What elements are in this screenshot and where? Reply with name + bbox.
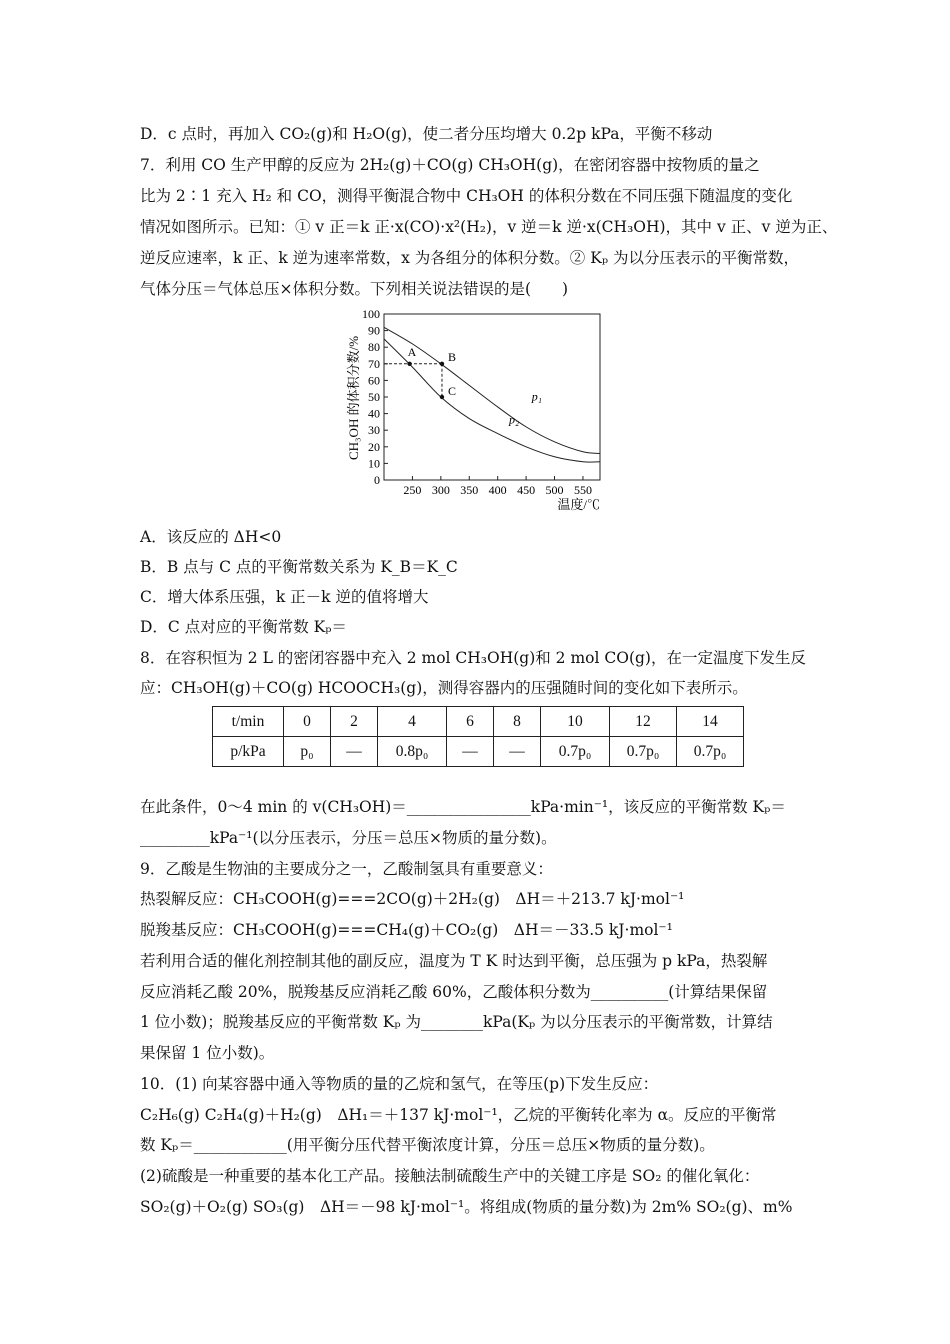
q8-line: 应：CH₃OH(g)＋CO(g) HCOOCH₃(g)，测得容器内的压强随时间的变化如下表所示。 (140, 679, 748, 697)
q9-line: 若利用合适的催化剂控制其他的副反应，温度为 T K 时达到平衡，总压强为 p kPa，热裂解 (140, 952, 768, 970)
q9-line: 脱羧基反应：CH₃COOH(g)===CH₄(g)＋CO₂(g) ΔH＝－33.5 kJ·mol⁻¹ (140, 921, 673, 939)
table-row (213, 737, 744, 767)
series-line-1 (384, 327, 600, 453)
point-label: A (407, 344, 417, 359)
q9-line: 1 位小数)；脱羧基反应的平衡常数 Kₚ 为________kPa(Kₚ 为以分压表示的平衡常数，计算结 (140, 1013, 773, 1031)
table-row (213, 707, 744, 737)
q8-line: 8．在容积恒为 2 L 的密闭容器中充入 2 mol CH₃OH(g)和 2 mol CO(g)，在一定温度下发生反 (140, 649, 806, 667)
x-tick-label: 250 (403, 483, 422, 497)
y-tick-label: 70 (368, 356, 380, 371)
q9-line: 9．乙酸是生物油的主要成分之一，乙酸制氢具有重要意义： (140, 860, 553, 878)
y-tick-label: 40 (368, 406, 380, 421)
q7-option-c: C．增大体系压强，k 正－k 逆的值将增大 (140, 588, 429, 606)
q10-line: C₂H₆(g) C₂H₄(g)＋H₂(g) ΔH₁＝＋137 kJ·mol⁻¹，乙烷的平衡转化率为 α。反应的平衡常 (140, 1106, 777, 1124)
pressure-time-table (212, 706, 744, 767)
y-tick-label: 20 (368, 439, 380, 454)
q9-line: 反应消耗乙酸 20%，脱羧基反应消耗乙酸 60%，乙酸体积分数为__________(计算结果保留 (140, 983, 768, 1001)
q7-line: 7．利用 CO 生产甲醇的反应为 2H₂(g)＋CO(g) CH₃OH(g)，在密闭容器中按物质的量之 (140, 156, 760, 174)
y-axis-label: CH₃OH 的体积分数/% (346, 335, 361, 461)
series-label: p₁ (531, 389, 542, 404)
q7-line: 逆反应速率，k 正、k 逆为速率常数，x 为各组分的体积分数。② Kₚ 为以分压表示的平衡常数， (140, 249, 799, 267)
table-cell: 0.7p₀ (677, 737, 744, 767)
plot-frame (384, 314, 600, 480)
x-tick-label: 450 (517, 483, 536, 497)
x-axis-label: 温度/℃ (557, 497, 600, 512)
table-cell: 0.7p₀ (610, 737, 677, 767)
table-cell: p/kPa (213, 737, 284, 767)
q7-line: 气体分压＝气体总压×体积分数。下列相关说法错误的是( ) (140, 280, 569, 298)
table-cell: 12 (610, 707, 677, 737)
q9-line: 果保留 1 位小数)。 (140, 1044, 275, 1062)
table-cell: — (494, 737, 541, 767)
table-cell: 0.7p₀ (541, 737, 610, 767)
q7-option-a: A．该反应的 ΔH<0 (140, 528, 282, 546)
q9-line: 热裂解反应：CH₃COOH(g)===2CO(g)＋2H₂(g) ΔH＝＋213.7 kJ·mol⁻¹ (140, 890, 685, 908)
table-cell: 10 (541, 707, 610, 737)
q8-line: 在此条件，0～4 min 的 v(CH₃OH)＝________________kPa·min⁻¹，该反应的平衡常数 Kₚ＝ (140, 798, 786, 816)
y-tick-label: 80 (368, 340, 380, 355)
point-C (440, 395, 444, 399)
y-tick-label: 0 (374, 473, 380, 487)
q7-line: 情况如图所示。已知：① v 正＝k 正·x(CO)·x²(H₂)，v 逆＝k 逆·x(CH₃OH)，其中 v 正、v 逆为正、 (140, 218, 838, 236)
y-tick-label: 30 (368, 423, 380, 438)
y-tick-label: 10 (368, 456, 380, 471)
table-cell: 4 (378, 707, 447, 737)
methanol-volume-fraction-chart (338, 310, 618, 516)
point-label: C (447, 384, 456, 398)
q6-option-d: D．c 点时，再加入 CO₂(g)和 H₂O(g)，使二者分压均增大 0.2p kPa，平衡不移动 (140, 125, 713, 143)
series-line-2 (384, 339, 600, 462)
q7-option-b: B．B 点与 C 点的平衡常数关系为 K_B＝K_C (140, 558, 458, 576)
table-cell: — (447, 737, 494, 767)
table-cell: t/min (213, 707, 284, 737)
q10-line: 数 Kₚ＝____________(用平衡分压代替平衡浓度计算，分压＝总压×物质的量分数)。 (140, 1136, 715, 1154)
x-tick-label: 500 (545, 483, 564, 497)
point-B (440, 362, 444, 366)
table-cell: p₀ (284, 737, 331, 767)
point-label: B (447, 349, 456, 364)
table-cell: 0.8p₀ (378, 737, 447, 767)
point-A (407, 362, 411, 366)
table-cell: 6 (447, 707, 494, 737)
table-cell: 2 (331, 707, 378, 737)
series-label: p₂ (509, 412, 520, 427)
x-tick-label: 400 (488, 483, 507, 497)
q7-line: 比为 2∶1 充入 H₂ 和 CO，测得平衡混合物中 CH₃OH 的体积分数在不同压强下随温度的变化 (140, 187, 793, 205)
x-tick-label: 550 (573, 483, 592, 497)
q10-line: (2)硫酸是一种重要的基本化工产品。接触法制硫酸生产中的关键工序是 SO₂ 的催化氧化： (140, 1167, 760, 1185)
table-cell: 0 (284, 707, 331, 737)
x-tick-label: 350 (460, 483, 479, 497)
q10-line: 10．(1) 向某容器中通入等物质的量的乙烷和氢气，在等压(p)下发生反应： (140, 1075, 659, 1093)
q8-line: _________kPa⁻¹(以分压表示，分压＝总压×物质的量分数)。 (140, 829, 557, 847)
y-tick-label: 50 (368, 390, 380, 404)
y-tick-label: 100 (362, 310, 380, 321)
table-cell: 14 (677, 707, 744, 737)
x-tick-label: 300 (431, 483, 450, 497)
y-tick-label: 90 (368, 323, 380, 338)
q7-option-d: D．C 点对应的平衡常数 Kₚ＝ (140, 618, 347, 636)
q10-line: SO₂(g)＋O₂(g) SO₃(g) ΔH＝－98 kJ·mol⁻¹。将组成(物质的量分数)为 2m% SO₂(g)、m% (140, 1198, 793, 1216)
table-cell: 8 (494, 707, 541, 737)
table-cell: — (331, 737, 378, 767)
y-tick-label: 60 (368, 373, 380, 388)
